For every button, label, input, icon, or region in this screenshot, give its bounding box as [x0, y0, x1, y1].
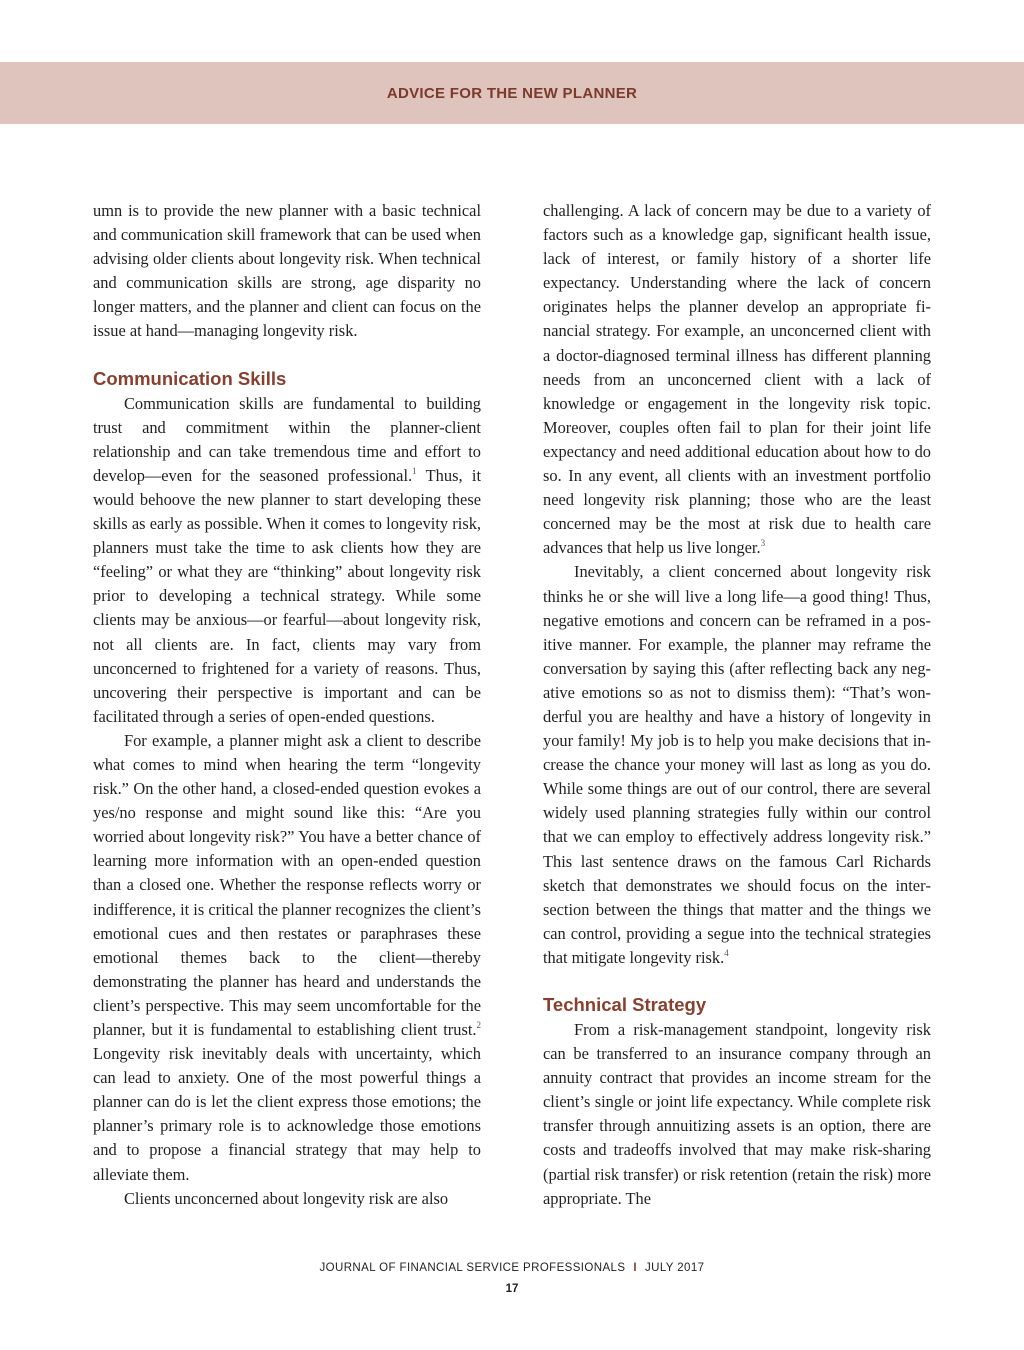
paragraph-text: Longevity risk inevitably deals with uncertainty, which can lead to anxiety. One of the most powerful things a planner can do is let the client express those emotions; the planner’s primary role is to acknowledge those emotions and to propose a financial strategy that may help to alleviate them. [93, 1044, 481, 1184]
paragraph-text: From a risk-management standpoint, longevity risk can be transferred to an insurance company through an annuity contract that provides an income stream for the client’s single or joint life expectancy. While complete risk transfer through annuitizing assets is an option, there are costs and tradeoffs involved that may make risk-sharing (partial risk transfer) or risk retention (retain the risk) more appropriate. The [543, 1020, 931, 1208]
footer-separator: I [633, 1262, 637, 1274]
paragraph-text: umn is to provide the new planner with a basic technical and communication skill framework that can be used when advising older clients about longevity risk. When technical and communication skills are strong, age disparity no longer matters, and the planner and client can focus on the issue at hand—managing longevity risk. [93, 201, 481, 341]
paragraph [93, 1187, 481, 1211]
footnote-ref-4[interactable]: 4 [724, 947, 729, 958]
footer-journal-line [0, 1262, 1024, 1274]
footnote-ref-3[interactable]: 3 [760, 538, 766, 549]
paragraph [543, 560, 931, 970]
issue-date: JULY 2017 [645, 1262, 705, 1274]
paragraph [93, 199, 481, 344]
page-number: 17 [505, 1283, 519, 1295]
paragraph [93, 392, 481, 729]
paragraph-text: challenging. A lack of concern may be due to a variety of factors such as a knowledge gap, significant health issue, lack of interest, or family history of a shorter life expectancy. Understanding where the lack of concern originates helps the planner develop an appropriate financial strategy. For example, an unconcerned client with a doctor-diagnosed terminal illness has different planning needs from an unconcerned client with a lack of knowledge or engagement in the longevity risk topic. Moreover, couples often fail to plan for their joint life expectancy and need additional education about how to do so. In any event, all clients with an investment portfolio need longevity risk planning; those who are the least concerned may be the most at risk due to health care advances that help us live longer. [543, 201, 931, 558]
left-column [93, 199, 481, 1211]
section-banner [0, 62, 1024, 124]
footnote-ref-2[interactable]: 2 [476, 1020, 481, 1030]
section-title: ADVICE FOR THE NEW PLANNER [386, 84, 638, 102]
footnote-ref-1[interactable]: 1 [412, 465, 417, 476]
section-heading-communication-skills: Communication Skills [93, 367, 287, 389]
paragraph [93, 729, 481, 1187]
paragraph-text: Inevitably, a client concerned about longevity risk thinks he or she will live a long life—a good thing! Thus, negative emotions and concern can be reframed in a positive manner. For example, the planner may reframe the conversation by saying this (after reflecting back any negative emotions so as not to dismiss them): “That’s wonderful you are healthy and have a history of longevity in your family! My job is to help you make decisions that increase the chance your money will last as long as you do. While some things are out of our control, there are several widely used planning strategies fully within our control that we can employ to effectively address longevity risk.” This last sentence draws on the famous Carl Richards sketch that demonstrates we should focus on the intersection between the things that matter and the things we can control, providing a segue into the technical strategies that mitigate longevity risk. [543, 562, 931, 967]
journal-name: JOURNAL OF FINANCIAL SERVICE PROFESSIONALS [319, 1262, 626, 1274]
paragraph-text: Communication skills are fundamental to building trust and commitment within the planner-client relationship and can take tremendous time and effort to develop—even for the seasoned professional. [93, 393, 481, 485]
paragraph [543, 199, 931, 560]
paragraph [543, 1018, 931, 1211]
paragraph-text: Thus, it would behoove the new planner to start developing these skills as early as possible. When it comes to longevity risk, planners must take the time to ask clients how they are “feeling” or what they are “thinking” about longevity risk prior to developing a technical strategy. While some clients may be anxious—or fearful—about longevity risk, not all clients are. In fact, clients may vary from unconcerned to frightened for a variety of reasons. Thus, uncovering their perspective is important and can be facilitated through a series of open-ended questions. [93, 465, 482, 726]
paragraph-text: For example, a planner might ask a client to describe what comes to mind when hearing the term “longevity risk.” On the other hand, a closed-ended question evokes a yes/no response and might sound like this: “Are you worried about longevity risk?” You have a better chance of learning more information with an open-ended question than a closed one. Whether the response reflects worry or indifference, it is critical the planner recognizes the client’s emotional cues and then restates or paraphrases these emotional themes back to the client—thereby demonstrating the planner has heard and understands the client’s perspective. This may seem uncomfortable for the planner, but it is fundamental to establishing client trust. [93, 730, 481, 1039]
section-heading-technical-strategy: Technical Strategy [543, 994, 707, 1015]
right-column [543, 199, 931, 1211]
paragraph-text: Clients unconcerned about longevity risk are also [124, 1188, 449, 1208]
